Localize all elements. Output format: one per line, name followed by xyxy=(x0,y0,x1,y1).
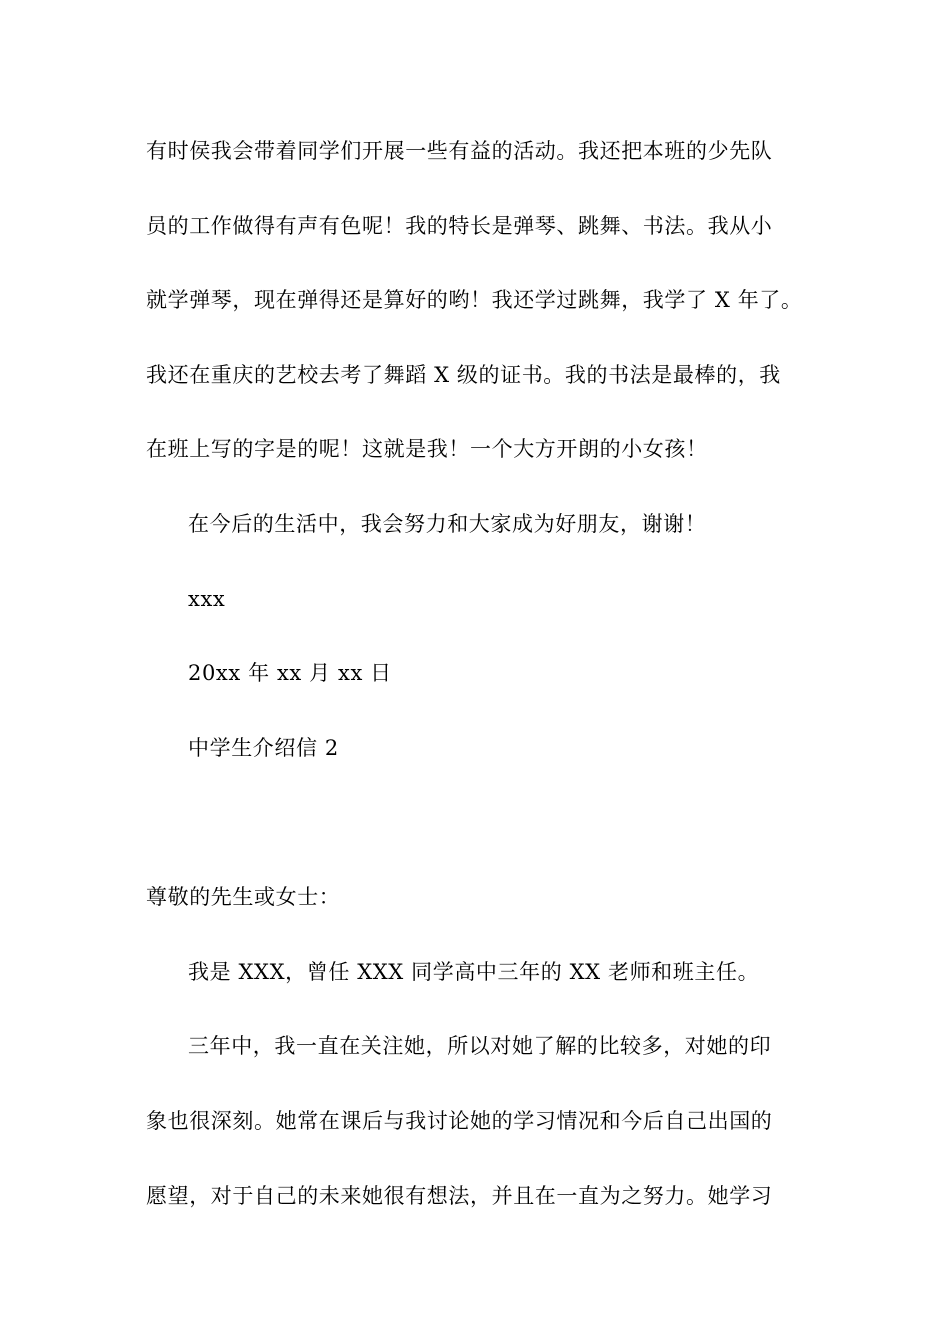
section-heading: 中学生介绍信 2 xyxy=(188,736,339,760)
letter-paragraph-2-line-2: 象也很深刻。她常在课后与我讨论她的学习情况和今后自己出国的 xyxy=(146,1109,773,1133)
closing-line: 在今后的生活中，我会努力和大家成为好朋友，谢谢！ xyxy=(188,512,707,536)
paragraph-line-1: 有时侯我会带着同学们开展一些有益的活动。我还把本班的少先队 xyxy=(146,139,773,163)
paragraph-line-2: 员的工作做得有声有色呢！我的特长是弹琴、跳舞、书法。我从小 xyxy=(146,214,773,238)
letter-paragraph-2-line-3: 愿望，对于自己的未来她很有想法，并且在一直为之努力。她学习 xyxy=(146,1184,773,1208)
signature-name: xxx xyxy=(188,587,226,611)
paragraph-line-3: 就学弹琴，现在弹得还是算好的哟！我还学过跳舞，我学了 X 年了。 xyxy=(146,288,803,312)
signature-date: 20xx 年 xx 月 xx 日 xyxy=(188,661,392,685)
paragraph-line-5: 在班上写的字是的呢！这就是我！一个大方开朗的小女孩！ xyxy=(146,437,708,461)
letter-paragraph-1: 我是 XXX，曾任 XXX 同学高中三年的 XX 老师和班主任。 xyxy=(188,960,760,984)
salutation: 尊敬的先生或女士： xyxy=(146,885,341,909)
paragraph-line-4: 我还在重庆的艺校去考了舞蹈 X 级的证书。我的书法是最棒的，我 xyxy=(146,363,781,387)
letter-paragraph-2-line-1: 三年中，我一直在关注她，所以对她了解的比较多，对她的印 xyxy=(188,1034,772,1058)
